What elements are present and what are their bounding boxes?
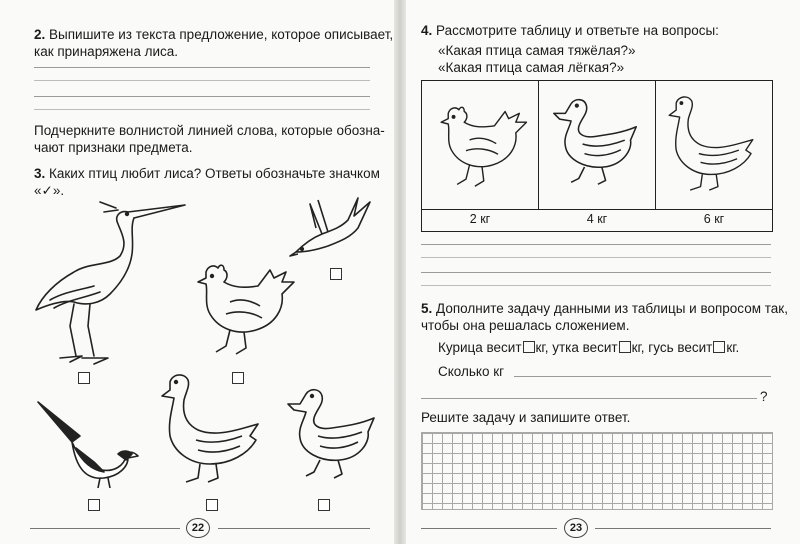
duck-weight-box[interactable] [619, 341, 631, 353]
unit-text: кг. [726, 340, 740, 355]
solution-grid[interactable] [421, 432, 773, 510]
answer-line[interactable] [421, 244, 771, 245]
weight-duck: 4 кг [586, 212, 608, 226]
hen-weight-text: Курица весит [438, 340, 522, 355]
task5-line2: чтобы она решалась сложением. [421, 318, 630, 333]
hen-weight-box[interactable] [523, 341, 535, 353]
task3-heading [34, 165, 380, 182]
duck-icon [550, 96, 642, 192]
duck-icon [284, 386, 380, 486]
question-start: Сколько кг [438, 364, 505, 379]
task4-line1: Рассмотрите таблицу и ответьте на вопросы: [436, 23, 719, 38]
problem-sentence [438, 339, 739, 356]
underline-task-line1: Подчеркните волнистой линией слова, которые обозна- [34, 123, 385, 138]
answer-line[interactable] [34, 96, 370, 97]
task2-line2: как принаряжена лиса. [34, 44, 179, 59]
swallow-checkbox[interactable] [330, 268, 342, 280]
duck-weight-text: кг, утка весит [535, 340, 618, 355]
task4-number: 4. [421, 23, 433, 38]
table-divider [422, 209, 772, 210]
question-mark: ? [760, 389, 768, 404]
page-number: 23 [564, 518, 588, 538]
answer-line[interactable] [421, 272, 771, 273]
hen-icon [434, 100, 530, 196]
task5-number: 5. [421, 301, 433, 316]
answer-line[interactable] [421, 257, 771, 258]
question-line[interactable] [421, 398, 757, 399]
duck-checkbox[interactable] [318, 499, 330, 511]
question-line[interactable] [514, 376, 771, 377]
task5-heading [421, 300, 788, 317]
task3-line1: Каких птиц любит лиса? Ответы обозначьте значком [49, 166, 380, 181]
magpie-icon [32, 396, 142, 492]
answer-line[interactable] [34, 109, 370, 110]
goose-weight-box[interactable] [713, 341, 725, 353]
goose-checkbox[interactable] [206, 499, 218, 511]
answer-line[interactable] [421, 285, 771, 286]
weight-goose: 6 кг [703, 212, 725, 226]
heron-icon [30, 200, 190, 365]
task5-line1: Дополните задачу данными из таблицы и вопросом так, [436, 301, 788, 316]
answer-line[interactable] [34, 80, 370, 81]
hen-icon [190, 262, 298, 360]
swallow-icon [288, 194, 374, 260]
task2-number: 2. [34, 27, 46, 42]
footer-line [421, 528, 557, 529]
question-lightest: «Какая птица самая лёгкая?» [438, 60, 625, 75]
solve-prompt: Решите задачу и запишите ответ. [421, 410, 631, 425]
goose-weight-text: кг, гусь весит [631, 340, 713, 355]
book-gutter [394, 0, 406, 544]
goose-icon [664, 92, 758, 196]
task2-heading [34, 26, 393, 43]
task4-heading [421, 22, 719, 39]
underline-task-line2: чают признаки предмета. [34, 140, 193, 155]
hen-checkbox[interactable] [232, 372, 244, 384]
magpie-checkbox[interactable] [88, 499, 100, 511]
footer-line [218, 528, 370, 529]
goose-icon [156, 370, 264, 488]
task3-line2: «✓». [34, 183, 65, 198]
weight-hen: 2 кг [469, 212, 491, 226]
page-number: 22 [186, 518, 210, 538]
question-heaviest: «Какая птица самая тяжёлая?» [438, 43, 636, 58]
heron-checkbox[interactable] [78, 372, 90, 384]
footer-line [595, 528, 771, 529]
footer-line [30, 528, 180, 529]
answer-line[interactable] [34, 67, 370, 68]
task3-number: 3. [34, 166, 46, 181]
task2-line1: Выпишите из текста предложение, которое описывает, [49, 27, 394, 42]
